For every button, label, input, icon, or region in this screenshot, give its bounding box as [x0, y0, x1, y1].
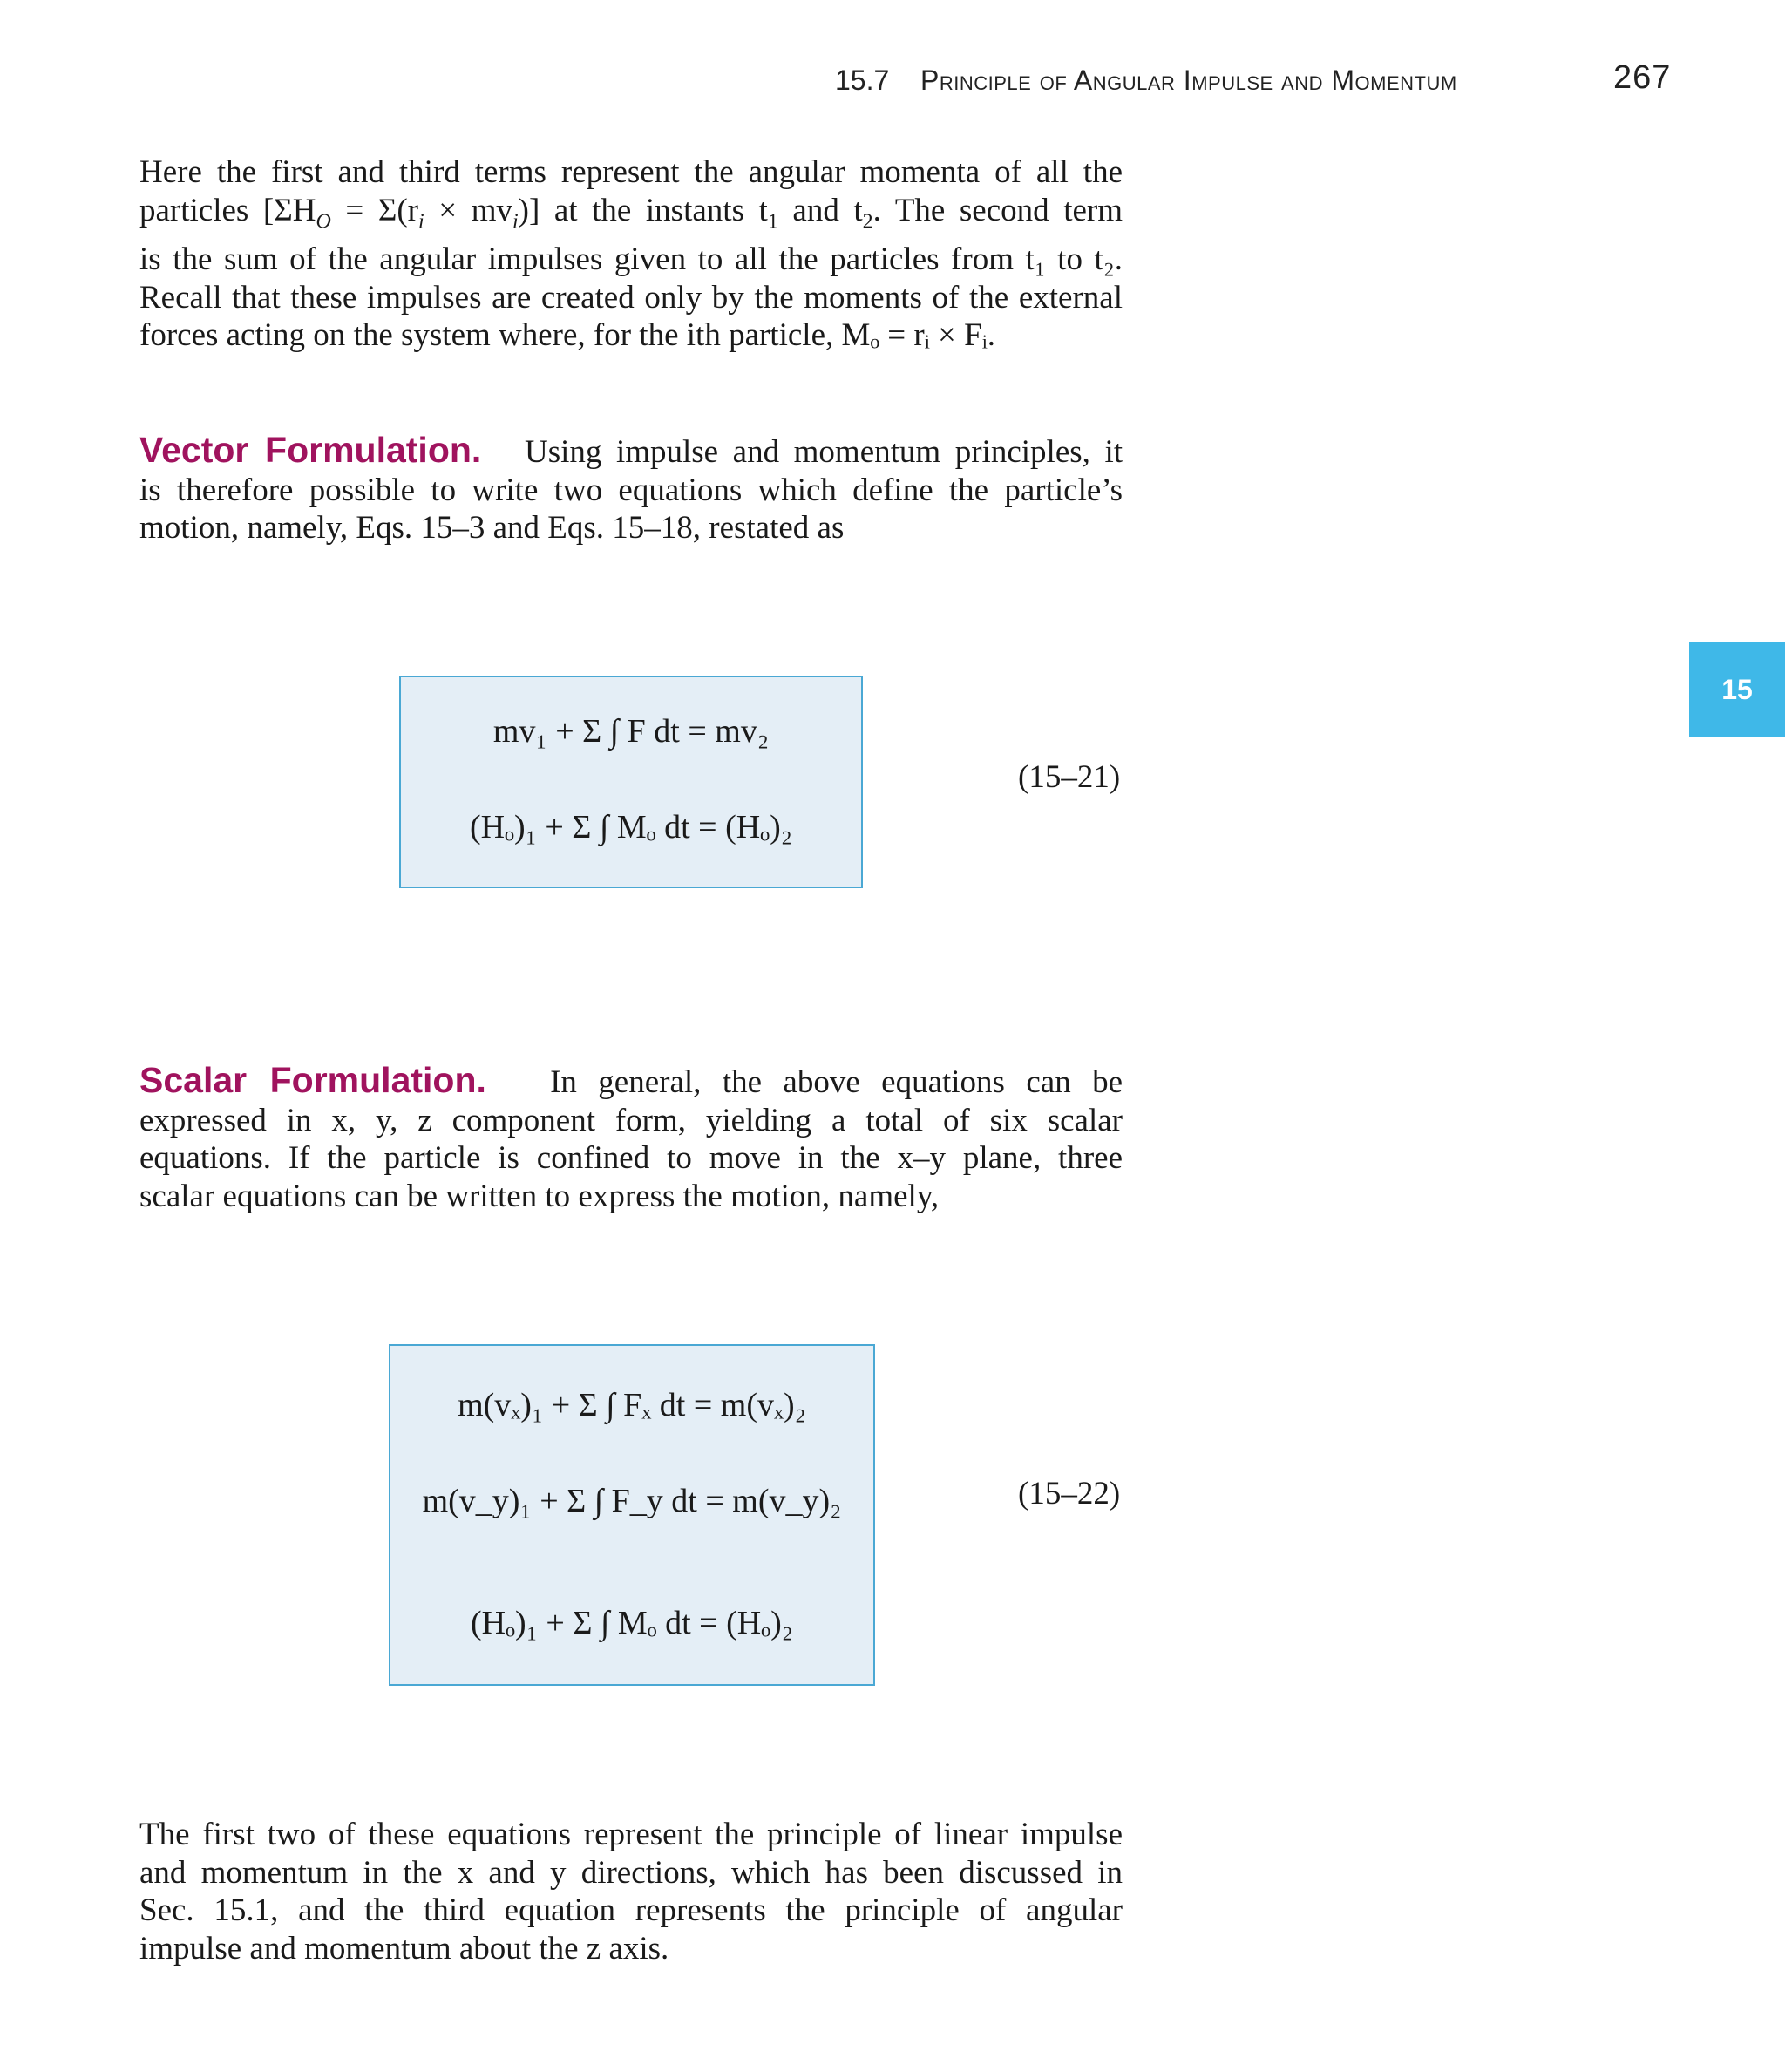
- scalar-heading: Scalar Formulation.: [139, 1060, 486, 1100]
- chapter-tab: [1689, 642, 1785, 737]
- equation-number-15-21: (15–21): [1018, 759, 1121, 795]
- running-header: [0, 59, 1785, 103]
- equation-x-component: m(vₓ)₁ + Σ ∫ Fₓ dt = m(vₓ)₂: [458, 1387, 806, 1423]
- scalar-line: equations. If the particle is confined to move in the x–y plane, three: [139, 1140, 1123, 1176]
- intro-line: particles $[\Sigma H_O = \Sigma(r_i \times mv_i)]$ at the instants $t_1$ and $t_2$. The second term: [139, 192, 1123, 233]
- section-number: 15.7: [835, 65, 890, 96]
- equation-angular-impulse: (Hₒ)₁ + Σ ∫ Mₒ dt = (Hₒ)₂: [469, 809, 793, 846]
- closing-line: impulse and momentum about the z axis.: [139, 1930, 669, 1967]
- equation-number-15-22: (15–22): [1018, 1476, 1121, 1512]
- vector-paragraph: [139, 431, 1123, 547]
- intro-line: Here the first and third terms represent the angular momenta of all the: [139, 154, 1123, 190]
- page-number: 267: [1613, 59, 1672, 96]
- scalar-paragraph: [139, 1062, 1123, 1215]
- closing-line: Sec. 15.1, and the third equation represents the principle of angular: [139, 1892, 1123, 1928]
- intro-line: is the sum of the angular impulses given to all the particles from t₁ to t₂.: [139, 241, 1123, 278]
- scalar-line: expressed in x, y, z component form, yielding a total of six scalar: [139, 1102, 1123, 1138]
- scalar-line: Scalar Formulation. In general, the above equations can be: [139, 1060, 1123, 1100]
- equation-linear-impulse: mv₁ + Σ ∫ F dt = mv₂: [492, 713, 770, 750]
- vector-line: is therefore possible to write two equations which define the particle’s: [139, 472, 1123, 508]
- vector-line: motion, namely, Eqs. 15–3 and Eqs. 15–18, restated as: [139, 510, 845, 546]
- equation-angular-component: (Hₒ)₁ + Σ ∫ Mₒ dt = (Hₒ)₂: [470, 1605, 794, 1641]
- intro-paragraph: [139, 153, 1123, 355]
- vector-heading: Vector Formulation.: [139, 430, 482, 470]
- closing-line: The first two of these equations represent the principle of linear impulse: [139, 1817, 1123, 1852]
- scalar-line: scalar equations can be written to express the motion, namely,: [139, 1178, 940, 1214]
- equation-box-15-22: [389, 1344, 875, 1686]
- vector-line: Vector Formulation. Using impulse and momentum principles, it: [139, 430, 1123, 470]
- intro-line: forces acting on the system where, for the ith particle, Mₒ = rᵢ × Fᵢ.: [139, 317, 996, 354]
- closing-line: and momentum in the x and y directions, which has been discussed in: [139, 1854, 1123, 1891]
- closing-paragraph: [139, 1816, 1123, 1967]
- chapter-tab-label: 15: [1721, 673, 1753, 705]
- equation-box-15-21: [399, 676, 863, 888]
- section-title: Principle of Angular Impulse and Momentum: [920, 65, 1457, 96]
- intro-line: Recall that these impulses are created only by the moments of the external: [139, 279, 1123, 316]
- equation-y-component: m(v_y)₁ + Σ ∫ F_y dt = m(v_y)₂: [422, 1483, 842, 1519]
